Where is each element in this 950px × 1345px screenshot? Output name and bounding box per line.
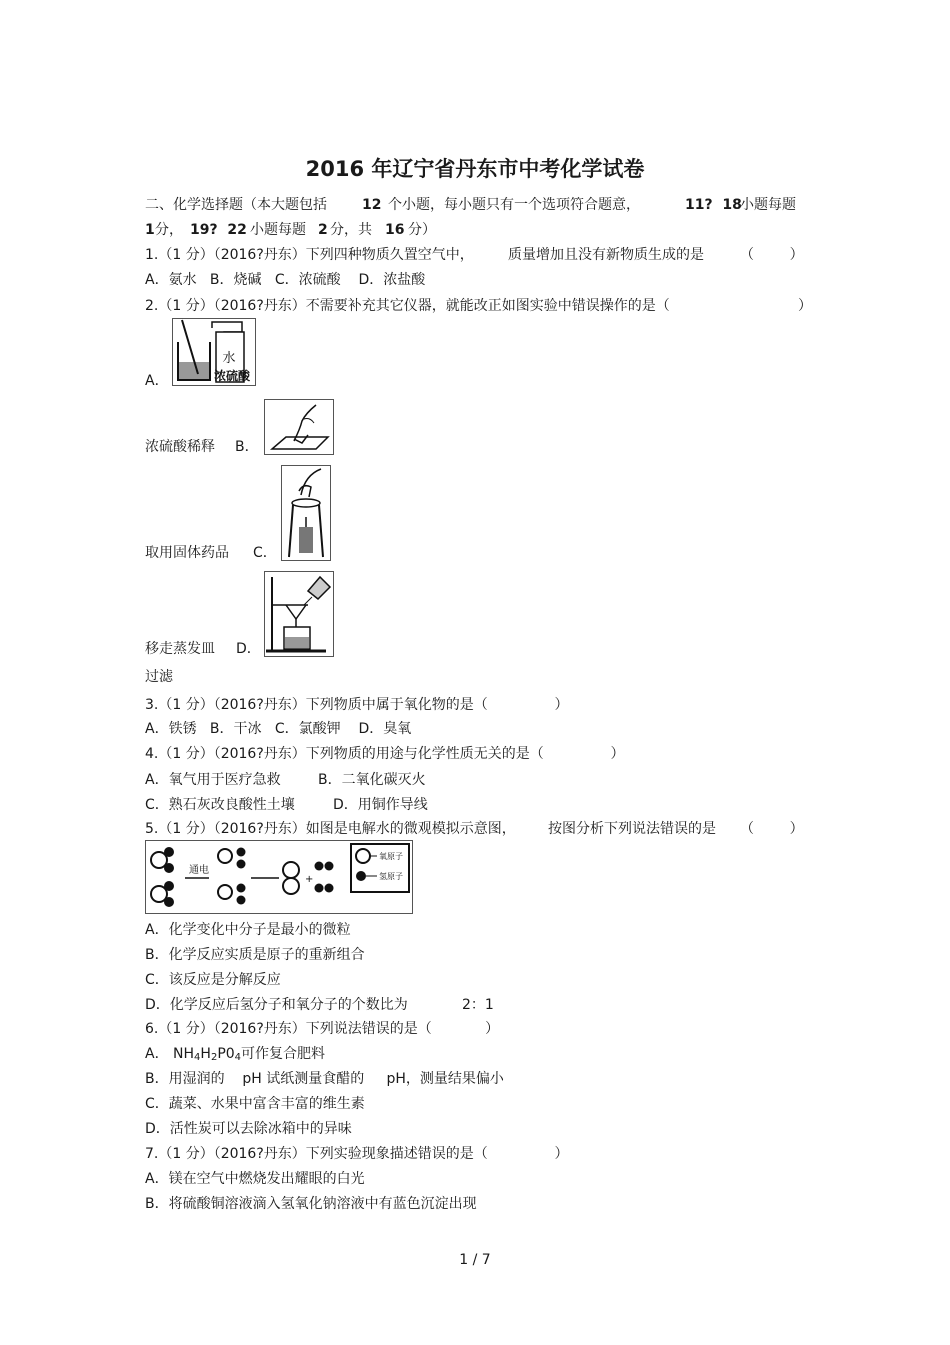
fig-label-acid: 浓硫酸 (214, 369, 251, 383)
question-5-option-b: B．化学反应实质是原子的重新组合 (145, 947, 365, 963)
question-5-stem: 5.（1 分）（2016?丹东）如图是电解水的微观模拟示意图， (145, 821, 516, 837)
legend-hydrogen-atom: 氢原子 (379, 872, 403, 881)
question-1-stem: 1.（1 分）（2016?丹东）下列四种物质久置空气中， (145, 247, 474, 263)
page-title: 2016 年辽宁省丹东市中考化学试卷 (305, 157, 645, 181)
section-header-text: 二、化学选择题（本大题包括 (145, 197, 327, 213)
section-header-text: 分） (408, 222, 436, 238)
option-c-caption: 移走蒸发皿 (145, 641, 215, 657)
question-3-stem: 3.（1 分）（2016?丹东）下列物质中属于氧化物的是（ ） (145, 697, 569, 713)
section-header-range: 19? 22 (190, 222, 247, 238)
question-6-option-c: C．蔬菜、水果中富含丰富的维生素 (145, 1096, 365, 1112)
question-1-paren: （ ） (740, 247, 804, 263)
svg-text:+: + (305, 874, 314, 885)
question-4-stem: 4.（1 分）（2016?丹东）下列物质的用途与化学性质无关的是（ ） (145, 746, 625, 762)
fig-label-electrolysis: 通电 (189, 865, 209, 876)
section-header-count: 12 (362, 197, 382, 213)
question-6-stem: 6.（1 分）（2016?丹东）下列说法错误的是（ ） (145, 1021, 500, 1037)
section-header-text: 小题每题 (740, 197, 796, 213)
section-header-range: 11? 18 (685, 197, 742, 213)
legend-oxygen-atom: 氧原子 (379, 852, 403, 861)
option-b-caption: 取用固体药品 (145, 545, 229, 561)
question-5-stem: 按图分析下列说法错误的是 (548, 821, 716, 837)
section-header-score: 1 (145, 222, 155, 238)
question-7-option-b: B．将硫酸铜溶液滴入氢氧化钠溶液中有蓝色沉淀出现 (145, 1196, 477, 1212)
option-d-letter: D． (236, 641, 261, 657)
section-header-text: 分， (155, 222, 183, 238)
section-header-text: 分，共 (330, 222, 372, 238)
question-1-stem: 质量增加且没有新物质生成的是 (508, 247, 704, 263)
page-number: 1 / 7 (459, 1252, 491, 1268)
option-a-caption: 浓硫酸稀释 (145, 439, 215, 455)
question-5-paren: （ ） (740, 821, 804, 837)
question-2-stem: 2.（1 分）（2016?丹东）不需要补充其它仪器，就能改正如图实验中错误操作的是（ (145, 298, 670, 314)
question-5-option-a: A．化学变化中分子是最小的微粒 (145, 922, 351, 938)
question-5-option-d: D．化学反应后氢分子和氧分子的个数比为 (145, 997, 408, 1013)
option-a-letter: A． (145, 373, 169, 389)
question-7-option-a: A．镁在空气中燃烧发出耀眼的白光 (145, 1171, 365, 1187)
section-header-text: 个小题，每小题只有一个选项符合题意， (388, 197, 640, 213)
figure-solid-reagent (264, 399, 334, 455)
option-c-letter: C． (253, 545, 277, 561)
fig-label-water: 水 (222, 351, 236, 366)
figure-filtration (264, 571, 334, 657)
section-header-total: 16 (385, 222, 405, 238)
question-1-options: A．氨水 B．烧碱 C．浓硫酸 D．浓盐酸 (145, 272, 426, 288)
option-d-caption: 过滤 (145, 669, 173, 685)
question-4-option-a: A．氧气用于医疗急救 (145, 772, 281, 788)
figure-acid-dilution (172, 318, 256, 386)
section-header-text: 小题每题 (250, 222, 306, 238)
section-header-score: 2 (318, 222, 328, 238)
question-6-option-b: B．用湿润的 pH 试纸测量食醋的 pH，测量结果偏小 (145, 1071, 504, 1087)
figure-evaporating-dish (281, 465, 331, 561)
question-6-option-d: D．活性炭可以去除冰箱中的异味 (145, 1121, 352, 1137)
question-4-option-d: D．用铜作导线 (333, 797, 428, 813)
question-4-option-b: B．二氧化碳灭火 (318, 772, 426, 788)
figure-water-electrolysis (145, 840, 413, 914)
question-5-option-c: C．该反应是分解反应 (145, 972, 281, 988)
question-6-option-a: A． $NH_4H_2P0_4$可作复合肥料 (145, 1046, 326, 1063)
question-3-options: A．铁锈 B．干冰 C．氯酸钾 D．臭氧 (145, 721, 412, 737)
question-4-option-c: C．熟石灰改良酸性土壤 (145, 797, 295, 813)
question-7-stem: 7.（1 分）（2016?丹东）下列实验现象描述错误的是（ ） (145, 1146, 569, 1162)
option-b-letter: B． (235, 439, 259, 455)
question-5-option-d-ratio: 2：1 (462, 997, 494, 1013)
question-2-paren: ） (798, 298, 812, 314)
